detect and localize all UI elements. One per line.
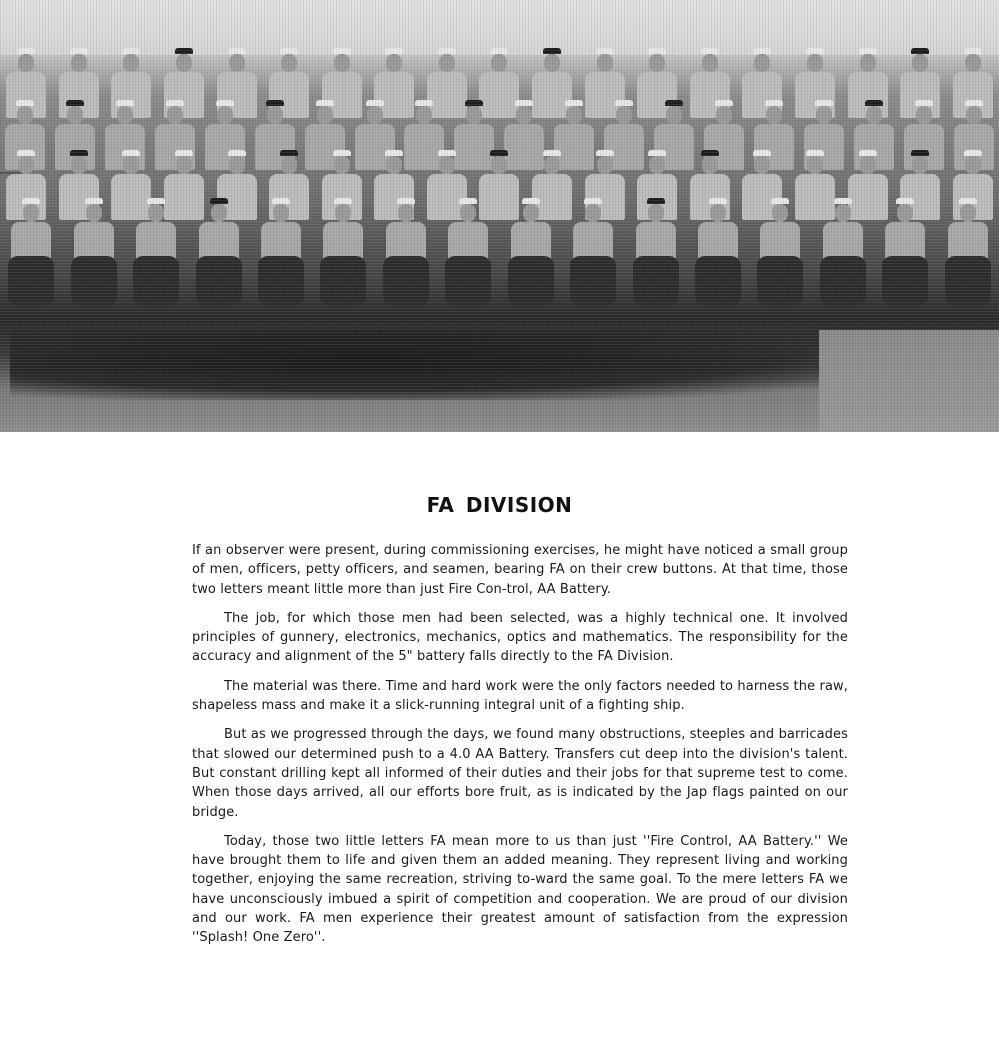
crew-member-figure xyxy=(570,198,616,306)
crew-member-figure xyxy=(695,198,741,306)
deck-surface xyxy=(819,330,999,432)
crew-member-figure xyxy=(133,198,179,306)
crew-member-figure xyxy=(383,198,429,306)
paragraph: Today, those two little letters FA mean more to us than just ''Fire Control, AA Battery.'' We have brought them to life and given them an added meaning. They represent living and working together, enjoying the same recreation, striving to-ward the same goal. To the mere letters FA we have unconsciously imbued a spirit of competition and cooperation. We are proud of our division and our work. FA men experience their greatest amount of satisfaction from the expression ''Splash! One Zero''. xyxy=(192,833,848,946)
crew-member-figure xyxy=(196,198,242,306)
photo-background xyxy=(0,0,999,55)
group-photo xyxy=(0,0,999,432)
paragraph: The material was there. Time and hard work were the only factors needed to harness the raw, shapeless mass and make it a slick-running integral unit of a fighting ship. xyxy=(192,678,848,714)
crew-member-figure xyxy=(258,198,304,306)
page-title: FA DIVISION xyxy=(426,493,573,517)
crew-member-figure xyxy=(445,198,491,306)
crew-member-figure xyxy=(820,198,866,306)
crew-member-figure xyxy=(8,198,54,306)
article-body xyxy=(192,541,848,958)
crew-member-figure xyxy=(633,198,679,306)
deck-reflection xyxy=(10,330,890,400)
crew-member-figure xyxy=(320,198,366,306)
paragraph: If an observer were present, during commissioning exercises, he might have noticed a small group of men, officers, petty officers, and seamen, bearing FA on their crew buttons. At that time, those two letters meant little more than just Fire Con-trol, AA Battery. xyxy=(192,543,848,597)
paragraph: The job, for which those men had been selected, was a highly technical one. It involved principles of gunnery, electronics, mechanics, optics and mathematics. The responsibility for the accuracy and alignment of the 5" battery falls directly to the FA Division. xyxy=(192,610,848,665)
paragraph: But as we progressed through the days, we found many obstructions, steeples and barricades that slowed our determined push to a 4.0 AA Battery. Transfers cut deep into the division's talent. But constant drilling kept all informed of their duties and their jobs for that supreme test to come. When those days arrived, all our efforts bore fruit, as is indicated by the Jap flags painted on our bridge. xyxy=(192,727,848,820)
crew-member-figure xyxy=(882,198,928,306)
photo-row-front xyxy=(0,198,999,306)
crew-member-figure xyxy=(508,198,554,306)
crew-member-figure xyxy=(757,198,803,306)
crew-member-figure xyxy=(945,198,991,306)
crew-member-figure xyxy=(71,198,117,306)
